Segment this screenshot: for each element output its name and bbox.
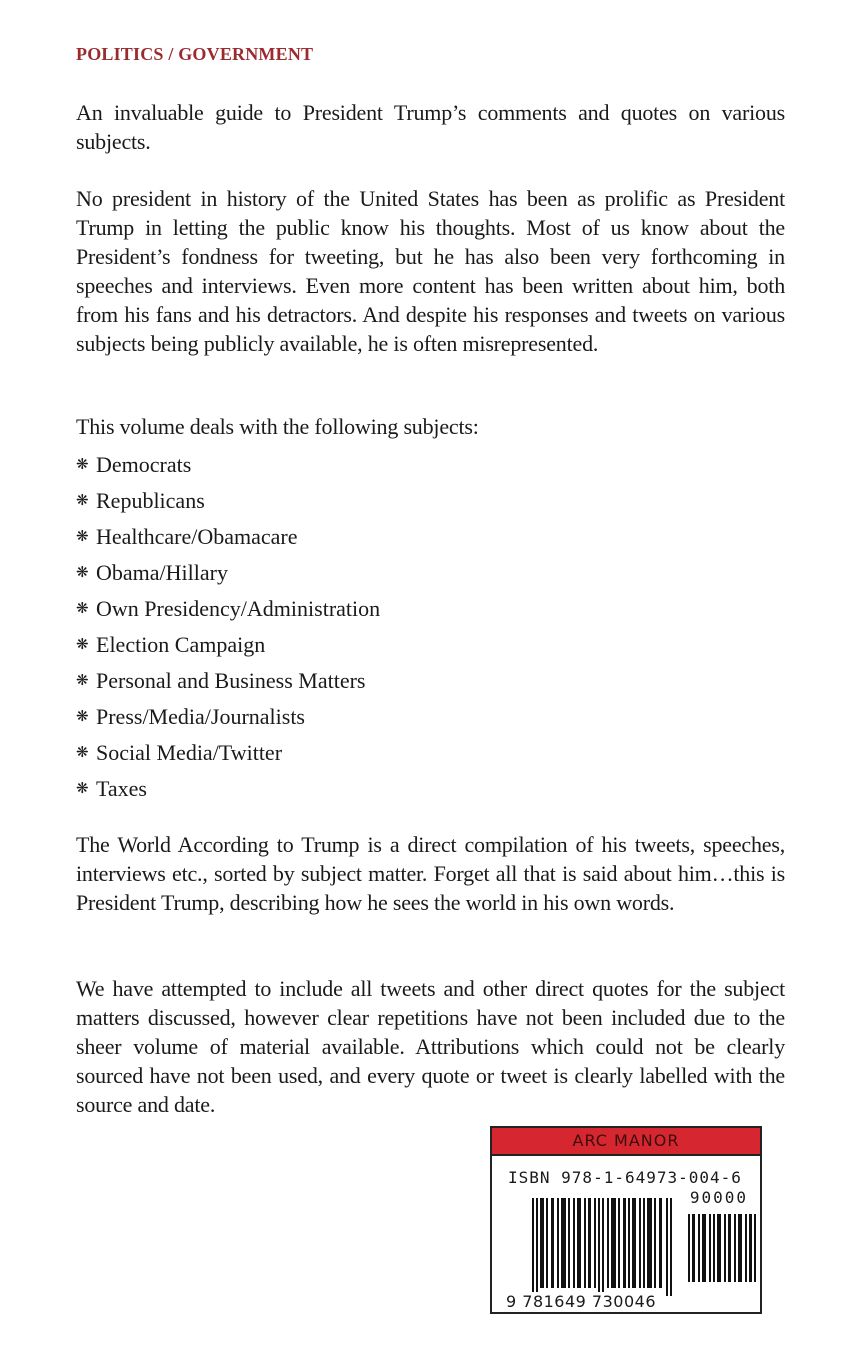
asterisk-bullet-icon: ❋	[76, 565, 89, 581]
asterisk-bullet-icon: ❋	[76, 601, 89, 617]
addon-barcode-icon	[688, 1214, 756, 1282]
list-item: ❋ Taxes	[76, 776, 147, 801]
price-code: 90000	[689, 1188, 748, 1207]
list-item: ❋ Personal and Business Matters	[76, 668, 366, 693]
body-paragraph-2: The World According to Trump is a direct compilation of his tweets, speeches, interviews etc., sorted by subject matter. Forget all that is said about him…this is President Trump, describing how he sees the world in his own words.	[76, 832, 785, 915]
asterisk-bullet-icon: ❋	[76, 637, 89, 653]
asterisk-bullet-icon: ❋	[76, 709, 89, 725]
asterisk-bullet-icon: ❋	[76, 457, 89, 473]
barcode-icon	[532, 1198, 674, 1296]
list-item: ❋ Own Presidency/Administration	[76, 596, 381, 621]
body-paragraph-3: We have attempted to include all tweets and other direct quotes for the subject matters discussed, however clear repetitions have not been included due to the sheer volume of material available. Attributions which could not be clearly sourced have not been used, and every quote or tweet is clearly labelled with the source and date.	[76, 976, 785, 1117]
intro-paragraph: An invaluable guide to President Trump’s comments and quotes on various subjects.	[76, 100, 785, 154]
subjects-list	[76, 452, 380, 812]
isbn-barcode-block	[490, 1126, 762, 1314]
publisher-label: ARC MANOR	[492, 1128, 760, 1156]
list-item: ❋ Democrats	[76, 452, 192, 477]
asterisk-bullet-icon: ❋	[76, 673, 89, 689]
category-label: POLITICS / GOVERNMENT	[76, 44, 314, 64]
isbn-text: ISBN 978-1-64973-004-6	[508, 1168, 742, 1187]
asterisk-bullet-icon: ❋	[76, 781, 89, 797]
list-item: ❋ Healthcare/Obamacare	[76, 524, 298, 549]
list-item: ❋ Republicans	[76, 488, 205, 513]
list-item: ❋ Obama/Hillary	[76, 560, 228, 585]
list-item: ❋ Social Media/Twitter	[76, 740, 283, 765]
subjects-intro: This volume deals with the following subjects:	[76, 414, 479, 439]
asterisk-bullet-icon: ❋	[76, 493, 89, 509]
list-item: ❋ Press/Media/Journalists	[76, 704, 305, 729]
list-item: ❋ Election Campaign	[76, 632, 266, 657]
barcode-digits: 9 781649 730046	[506, 1292, 657, 1311]
body-paragraph-1: No president in history of the United States has been as prolific as President Trump in letting the public know his thoughts. Most of us know about the President’s fondness for tweeting, but he has also been very forthcoming in speeches and interviews. Even more content has been written about him, both from his fans and his detractors. And despite his responses and tweets on various subjects being publicly available, he is often misrepresented.	[76, 186, 785, 356]
asterisk-bullet-icon: ❋	[76, 745, 89, 761]
asterisk-bullet-icon: ❋	[76, 529, 89, 545]
